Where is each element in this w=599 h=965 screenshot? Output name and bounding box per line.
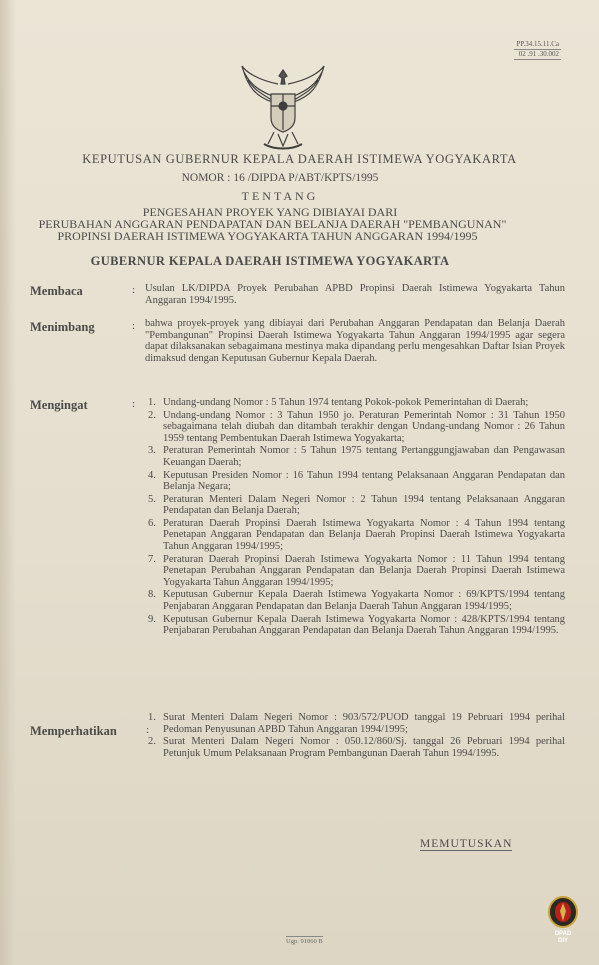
item-text: Keputusan Gubernur Kepala Daerah Istimewa Yogyakarta Nomor : 69/KPTS/1994 tentang Penjabaran Anggaran Pendapatan dan Belanja Daerah Tahun Anggaran 1994/1995; [163, 589, 565, 612]
logo-caption-top: DPAD [554, 931, 572, 937]
mengingat-item [140, 589, 565, 612]
mengingat-label: Mengingat [30, 398, 88, 412]
item-text: Peraturan Menteri Dalam Negeri Nomor : 2 Tahun 1994 tentang Pelaksanaan Anggaran Pendapatan dan Belanja Daerah; [163, 493, 565, 517]
garuda-emblem-icon [238, 62, 328, 154]
memperhatikan-item [140, 736, 565, 759]
memperhatikan-label: Memperhatikan [30, 724, 117, 738]
item-text: Keputusan Gubernur Kepala Daerah Istimewa Yogyakarta Nomor : 428/KPTS/1994 tentang Penjabaran Perubahan Anggaran Pendapatan dan Belanja Daerah Tahun Anggaran 1994/1995. [163, 613, 565, 636]
item-number: 2. [148, 409, 156, 421]
memperhatikan-colon: : [146, 724, 150, 736]
item-text: Surat Menteri Dalam Negeri Nomor : 903/572/PUOD tanggal 19 Pebruari 1994 perihal Pedoman Penyusunan APBD Tahun Anggaran 1994/1995; [163, 712, 565, 735]
item-number: 8. [148, 589, 156, 601]
item-number: 9. [148, 613, 156, 625]
item-text: Surat Menteri Dalam Negeri Nomor : 050.12/860/Sj. tanggal 26 Pebruari 1994 perihal Petunjuk Umum Pelaksanaan Program Pembangunan Daerah Tahun 1994/1995. [163, 736, 565, 759]
item-text: Undang-undang Nomor : 3 Tahun 1950 jo. Peraturan Pemerintah Nomor : 31 Tahun 1950 sebagaimana telah diubah dan ditambah terakhir dengan Undang-undang Nomor : 26 Tahun 1959 tentang Pembentukan Daerah Istimewa Yogyakarta; [163, 409, 565, 444]
subject-line-3: PROPINSI DAERAH ISTIMEWA YOGYAKARTA TAHUN ANGGARAN 1994/1995 [57, 229, 478, 243]
item-text: Keputusan Presiden Nomor : 16 Tahun 1994 tentang Pelaksanaan Anggaran Pendapatan dan Belanja Negara; [163, 469, 565, 493]
item-number: 7. [148, 553, 156, 565]
memperhatikan-item [140, 712, 565, 735]
decree-title: KEPUTUSAN GUBERNUR KEPALA DAERAH ISTIMEWA YOGYAKARTA [82, 152, 517, 166]
archive-code-line-1: PP.34.15.11.Ca [516, 40, 559, 48]
menimbang-text: bahwa proyek-proyek yang dibiayai dari Perubahan Anggaran Pendapatan dan Belanja Daerah "Pembangunan" Propinsi Daerah Istimewa Yogyakarta Tahun Anggaran 1994/1995 agar segera dapat dilaksanakan sebagaimana mestinya maka dipandang perlu mengesahkan Daftar Isian Proyek dimaksud dengan Keputusan Gubernur Kepala Daerah. [145, 318, 565, 364]
menimbang-colon: : [132, 320, 136, 332]
item-text: Undang-undang Nomor : 5 Tahun 1974 tentang Pokok-pokok Pemerintahan di Daerah; [163, 397, 529, 408]
memperhatikan-list [140, 712, 565, 760]
item-number: 2. [148, 736, 156, 748]
membaca-colon: : [132, 284, 136, 296]
mengingat-item [140, 518, 565, 553]
item-text: Peraturan Pemerintah Nomor : 5 Tahun 1975 tentang Pertanggungjawaban dan Pengawasan Keuangan Daerah; [163, 445, 565, 468]
item-number: 1. [148, 397, 156, 408]
item-number: 4. [148, 469, 156, 481]
mengingat-item [140, 397, 565, 409]
item-text: Peraturan Daerah Propinsi Daerah Istimewa Yogyakarta Nomor : 4 Tahun 1994 tentang Penetapan Anggaran Pendapatan dan Belanja Daerah Propinsi Daerah Istimewa Yogyakarta Tahun Anggaran 1994/1995; [163, 517, 565, 552]
decree-number: NOMOR : 16 /DIPDA P/ABT/KPTS/1995 [181, 172, 379, 184]
memutuskan-heading: MEMUTUSKAN [420, 838, 513, 850]
mengingat-item [140, 494, 565, 517]
mengingat-item [140, 614, 565, 637]
scan-edge-shadow [0, 0, 16, 965]
mengingat-colon: : [132, 398, 136, 410]
mengingat-list [140, 397, 565, 638]
mengingat-item [140, 410, 565, 445]
menimbang-label: Menimbang [30, 320, 95, 334]
mengingat-item [140, 445, 565, 468]
item-number: 3. [148, 445, 156, 457]
item-number: 6. [148, 517, 156, 529]
issuer-heading: GUBERNUR KEPALA DAERAH ISTIMEWA YOGYAKARTA [90, 254, 450, 268]
subject-line-1: PENGESAHAN PROYEK YANG DIBIAYAI DARI [142, 205, 398, 219]
tentang-heading: TENTANG [241, 189, 319, 203]
archive-code-line-2: 02 .91 .30.002 [514, 50, 561, 60]
logo-caption-bottom: DIY [557, 938, 569, 943]
mengingat-item [140, 554, 565, 589]
mengingat-item [140, 470, 565, 493]
membaca-label: Membaca [30, 284, 83, 298]
membaca-text: Usulan LK/DIPDA Proyek Perubahan APBD Propinsi Daerah Istimewa Yogyakarta Tahun Anggaran 1994/1995. [145, 283, 565, 306]
item-text: Peraturan Daerah Propinsi Daerah Istimewa Yogyakarta Nomor : 11 Tahun 1994 tentang Penetapan Perubahan Anggaran Pendapatan dan Belanja Daerah Propinsi Daerah Istimewa Yogyakarta Tahun Anggaran 1994/1995; [163, 553, 565, 588]
item-number: 1. [148, 712, 156, 723]
dpad-diy-logo-icon [545, 895, 581, 943]
item-number: 5. [148, 493, 156, 505]
archive-code [514, 40, 561, 60]
subject-line-2: PERUBAHAN ANGGARAN PENDAPATAN DAN BELANJA DAERAH "PEMBANGUNAN" [38, 217, 507, 231]
print-code-footer: Ugp. 91060 B [286, 938, 323, 945]
